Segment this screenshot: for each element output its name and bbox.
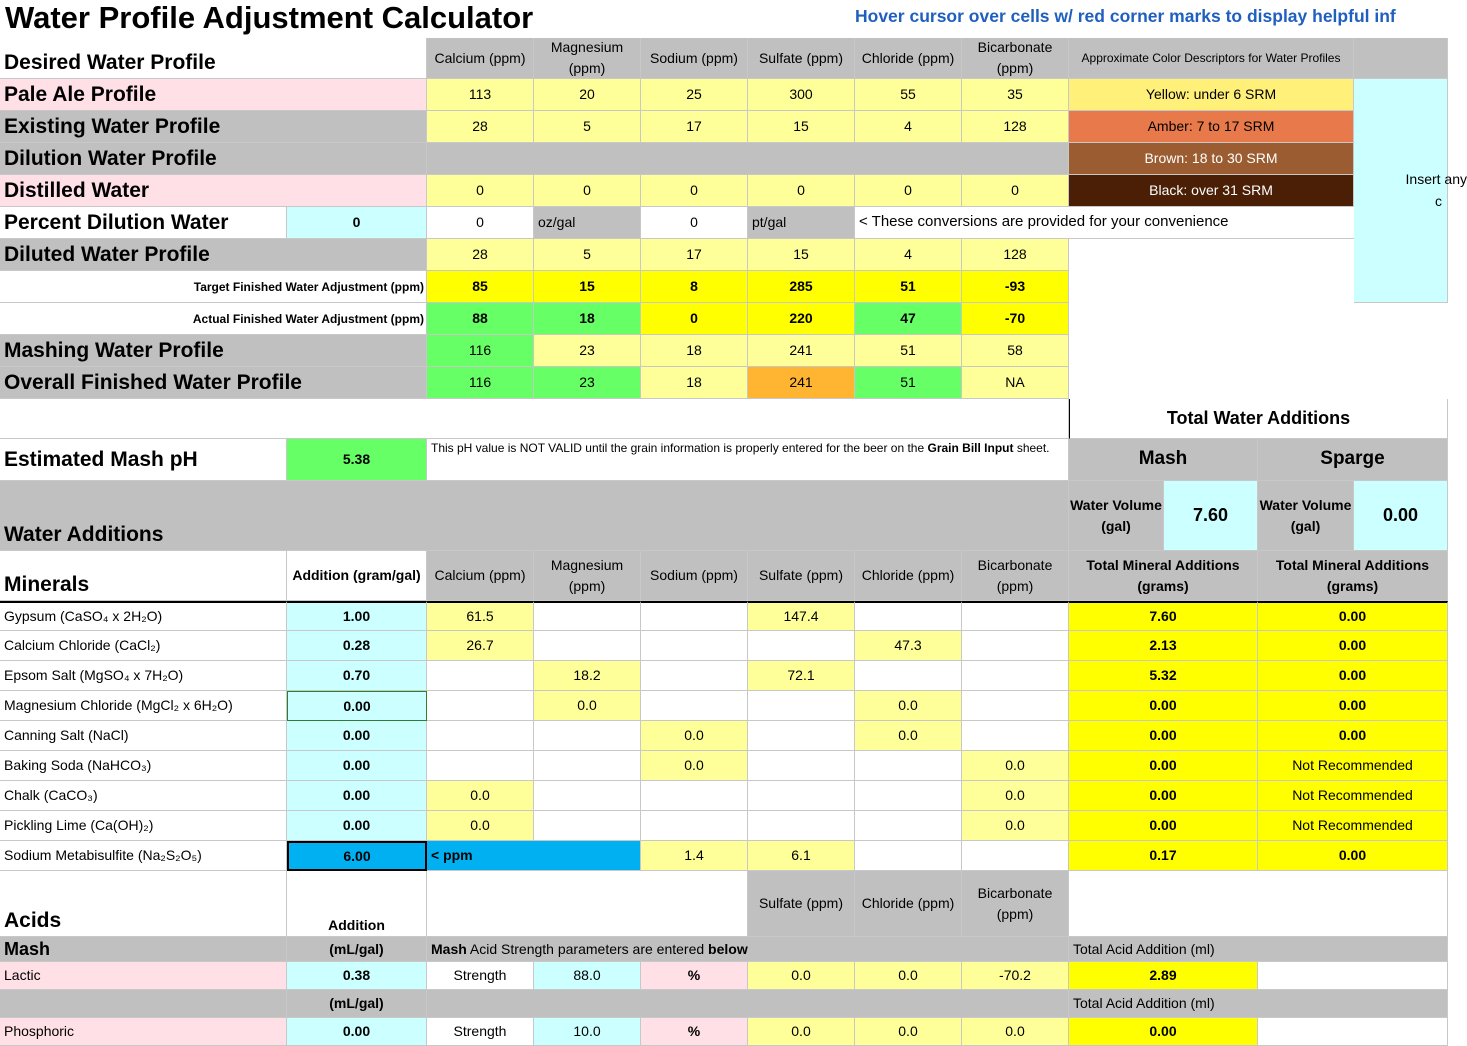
oz-value: 0 <box>427 207 534 239</box>
color-black: Black: over 31 SRM <box>1069 175 1354 207</box>
mineral-mash-total: 0.00 <box>1069 811 1258 841</box>
mashing-label: Mashing Water Profile <box>0 335 427 367</box>
pale-chloride[interactable]: 55 <box>855 79 962 111</box>
existing-calcium[interactable]: 28 <box>427 111 534 143</box>
pale-label: Pale Ale Profile <box>0 79 427 111</box>
existing-sulfate[interactable]: 15 <box>748 111 855 143</box>
mineral-calcium: 61.5 <box>427 601 534 631</box>
acid-lactic-total: 2.89 <box>1069 962 1258 990</box>
mineral-sulfate <box>748 751 855 781</box>
mineral-sparge-total: 0.00 <box>1258 661 1448 691</box>
acid-lactic-strength[interactable]: 88.0 <box>534 962 641 990</box>
pt-value: 0 <box>641 207 748 239</box>
diluted-calcium: 28 <box>427 239 534 271</box>
mineral-chloride <box>855 841 962 871</box>
target-bicarbonate: -93 <box>962 271 1069 303</box>
mineral-sparge-total: 0.00 <box>1258 601 1448 631</box>
existing-label: Existing Water Profile <box>0 111 427 143</box>
acids-label: Acids <box>0 871 287 937</box>
acid-phosphoric-chloride: 0.0 <box>855 1018 962 1046</box>
existing-sodium[interactable]: 17 <box>641 111 748 143</box>
acid-phosphoric-bicarbonate: 0.0 <box>962 1018 1069 1046</box>
actual-calcium: 88 <box>427 303 534 335</box>
mineral-chloride <box>855 601 962 631</box>
mineral-mash-total: 7.60 <box>1069 601 1258 631</box>
total-water-additions: Total Water Additions <box>1069 399 1448 439</box>
mineral-name-text: Pickling Lime (Ca(OH)₂) <box>4 817 154 833</box>
mineral-chloride: 47.3 <box>855 631 962 661</box>
mineral-sparge-total: Not Recommended <box>1258 811 1448 841</box>
mineral-magnesium <box>534 751 641 781</box>
mineral-sulfate: 147.4 <box>748 601 855 631</box>
spacer-row <box>0 399 1069 439</box>
mashing-bicarbonate: 58 <box>962 335 1069 367</box>
mineral-addition-input[interactable]: 0.00 <box>287 751 427 781</box>
pale-sulfate[interactable]: 300 <box>748 79 855 111</box>
minerals-header-calcium: Calcium (ppm) <box>427 551 534 601</box>
minerals-header-bicarbonate: Bicarbonate (ppm) <box>962 551 1069 601</box>
mineral-bicarbonate <box>962 841 1069 871</box>
mineral-name-text: Magnesium Chloride (MgCl₂ x 6H₂O) <box>4 697 233 713</box>
header-chloride: Chloride (ppm) <box>855 38 962 79</box>
acid-strength-note <box>427 937 1069 962</box>
minerals-header-sodium: Sodium (ppm) <box>641 551 748 601</box>
mineral-name-text: Baking Soda (NaHCO₃) <box>4 757 152 773</box>
sparge-volume-label: Water Volume (gal) <box>1258 481 1354 551</box>
mineral-name <box>0 661 287 691</box>
mineral-bicarbonate <box>962 721 1069 751</box>
oz-unit: oz/gal <box>534 207 641 239</box>
mineral-chloride <box>855 781 962 811</box>
percent-dilution-label: Percent Dilution Water <box>0 207 287 239</box>
acids-phos-spacer <box>427 990 1069 1018</box>
mineral-chloride <box>855 661 962 691</box>
mineral-bicarbonate: 0.0 <box>962 751 1069 781</box>
header-blank <box>1354 38 1448 79</box>
overall-chloride: 51 <box>855 367 962 399</box>
minerals-label: Minerals <box>0 551 287 601</box>
pale-sodium[interactable]: 25 <box>641 79 748 111</box>
mineral-chloride <box>855 751 962 781</box>
minerals-header-chloride: Chloride (ppm) <box>855 551 962 601</box>
acids-unit: (mL/gal) <box>287 937 427 962</box>
mineral-addition-input[interactable]: 0.00 <box>287 721 427 751</box>
mineral-sodium <box>641 661 748 691</box>
mineral-sulfate: 6.1 <box>748 841 855 871</box>
acids-phos-unit: (mL/gal) <box>287 990 427 1018</box>
acids-addition-header: Addition <box>287 871 427 937</box>
target-sodium: 8 <box>641 271 748 303</box>
mineral-magnesium <box>534 811 641 841</box>
acid-phosphoric-strength[interactable]: 10.0 <box>534 1018 641 1046</box>
acid-lactic-sparge-blank <box>1258 962 1448 990</box>
mineral-calcium: 0.0 <box>427 811 534 841</box>
acid-phosphoric-addition[interactable]: 0.00 <box>287 1018 427 1046</box>
ph-label: Estimated Mash pH <box>0 439 287 481</box>
header-color-descriptors: Approximate Color Descriptors for Water Profiles <box>1069 38 1354 79</box>
overall-bicarbonate: NA <box>962 367 1069 399</box>
color-insert-label: Insert any <box>1405 171 1467 187</box>
mineral-name <box>0 841 287 871</box>
mineral-sulfate: 72.1 <box>748 661 855 691</box>
mineral-name <box>0 811 287 841</box>
desired-profile-label: Desired Water Profile <box>0 38 427 79</box>
mineral-addition-input[interactable]: 0.00 <box>287 781 427 811</box>
acid-lactic-pct-unit: % <box>641 962 748 990</box>
mineral-mash-total: 0.00 <box>1069 721 1258 751</box>
ph-value: 5.38 <box>287 439 427 481</box>
acid-lactic-sulfate: 0.0 <box>748 962 855 990</box>
mashing-magnesium: 23 <box>534 335 641 367</box>
existing-bicarbonate[interactable]: 128 <box>962 111 1069 143</box>
mineral-magnesium <box>534 631 641 661</box>
acid-phosphoric-total: 0.00 <box>1069 1018 1258 1046</box>
acid-strength-note-text: Mash Acid Strength parameters are entered below <box>431 940 748 957</box>
mineral-name-text: Sodium Metabisulfite (Na₂S₂O₅) <box>4 847 202 863</box>
acid-lactic-addition[interactable]: 0.38 <box>287 962 427 990</box>
minerals-header-magnesium: Magnesium (ppm) <box>534 551 641 601</box>
mineral-sodium: 0.0 <box>641 721 748 751</box>
mineral-sodium: 0.0 <box>641 751 748 781</box>
mineral-addition-input[interactable]: 0.28 <box>287 631 427 661</box>
mineral-sulfate <box>748 721 855 751</box>
mineral-mash-total: 0.00 <box>1069 781 1258 811</box>
mineral-chloride: 0.0 <box>855 691 962 721</box>
dilution-blank <box>427 143 1069 175</box>
total-acid-header-2: Total Acid Addition (ml) <box>1069 990 1448 1018</box>
mineral-calcium <box>427 751 534 781</box>
distilled-label: Distilled Water <box>0 175 427 207</box>
mineral-sparge-total: 0.00 <box>1258 691 1448 721</box>
actual-sulfate: 220 <box>748 303 855 335</box>
mineral-calcium: 26.7 <box>427 631 534 661</box>
mineral-sodium <box>641 691 748 721</box>
mineral-addition-input[interactable]: 6.00 <box>287 841 427 871</box>
mashing-calcium: 116 <box>427 335 534 367</box>
mineral-sodium <box>641 811 748 841</box>
mashing-chloride: 51 <box>855 335 962 367</box>
mineral-bicarbonate: 0.0 <box>962 811 1069 841</box>
mineral-name <box>0 601 287 631</box>
acid-phosphoric-sulfate: 0.0 <box>748 1018 855 1046</box>
mineral-name <box>0 721 287 751</box>
mineral-bicarbonate <box>962 601 1069 631</box>
mash-volume-input[interactable]: 7.60 <box>1164 481 1258 551</box>
acid-lactic-bicarbonate: -70.2 <box>962 962 1069 990</box>
acids-header-sulfate: Sulfate (ppm) <box>748 871 855 937</box>
mineral-calcium <box>427 721 534 751</box>
distilled-sodium[interactable]: 0 <box>641 175 748 207</box>
header-calcium: Calcium (ppm) <box>427 38 534 79</box>
mineral-sulfate <box>748 691 855 721</box>
mineral-chloride <box>855 811 962 841</box>
mineral-mash-total: 2.13 <box>1069 631 1258 661</box>
mineral-name <box>0 751 287 781</box>
distilled-magnesium[interactable]: 0 <box>534 175 641 207</box>
mineral-name-text: Gypsum (CaSO₄ x 2H₂O) <box>4 608 163 624</box>
color-yellow: Yellow: under 6 SRM <box>1069 79 1354 111</box>
mineral-mash-total: 0.00 <box>1069 691 1258 721</box>
target-calcium: 85 <box>427 271 534 303</box>
diluted-sulfate: 15 <box>748 239 855 271</box>
target-magnesium: 15 <box>534 271 641 303</box>
pt-unit: pt/gal <box>748 207 855 239</box>
diluted-magnesium: 5 <box>534 239 641 271</box>
mineral-calcium: 0.0 <box>427 781 534 811</box>
minerals-header-sulfate: Sulfate (ppm) <box>748 551 855 601</box>
mineral-addition-input[interactable]: 1.00 <box>287 601 427 631</box>
mineral-name <box>0 691 287 721</box>
mashing-sulfate: 241 <box>748 335 855 367</box>
mineral-addition-input[interactable]: 0.00 <box>287 811 427 841</box>
distilled-sulfate[interactable]: 0 <box>748 175 855 207</box>
mineral-addition-input[interactable]: 0.70 <box>287 661 427 691</box>
overall-magnesium: 23 <box>534 367 641 399</box>
mineral-mash-total: 5.32 <box>1069 661 1258 691</box>
minerals-addition-header: Addition (gram/gal) <box>287 551 427 601</box>
conversion-note: < These conversions are provided for your convenience <box>855 207 1354 239</box>
mineral-name <box>0 781 287 811</box>
existing-chloride[interactable]: 4 <box>855 111 962 143</box>
mineral-magnesium: 0.0 <box>534 691 641 721</box>
ph-note-text: This pH value is NOT VALID until the grain information is properly entered for the beer on the Grain Bill Input sheet. <box>431 441 1050 455</box>
dilution-label: Dilution Water Profile <box>0 143 427 175</box>
acid-phosphoric-name[interactable]: Phosphoric <box>0 1018 287 1046</box>
pale-bicarbonate[interactable]: 35 <box>962 79 1069 111</box>
mashing-sodium: 18 <box>641 335 748 367</box>
mineral-sodium <box>641 631 748 661</box>
percent-dilution-input[interactable]: 0 <box>287 207 427 239</box>
mineral-sodium: 1.4 <box>641 841 748 871</box>
mineral-mash-total: 0.17 <box>1069 841 1258 871</box>
header-bicarbonate: Bicarbonate (ppm) <box>962 38 1069 79</box>
mineral-sparge-total: Not Recommended <box>1258 781 1448 811</box>
actual-chloride: 47 <box>855 303 962 335</box>
acid-phosphoric-pct-unit: % <box>641 1018 748 1046</box>
mineral-sodium <box>641 601 748 631</box>
diluted-label: Diluted Water Profile <box>0 239 427 271</box>
distilled-chloride[interactable]: 0 <box>855 175 962 207</box>
mineral-sodium <box>641 781 748 811</box>
mineral-chloride: 0.0 <box>855 721 962 751</box>
mineral-name-text: Chalk (CaCO₃) <box>4 787 98 803</box>
mash-header: Mash <box>1069 439 1258 481</box>
mineral-sparge-total: 0.00 <box>1258 631 1448 661</box>
actual-sodium: 0 <box>641 303 748 335</box>
mineral-bicarbonate <box>962 661 1069 691</box>
mineral-name-text: Epsom Salt (MgSO₄ x 7H₂O) <box>4 667 184 683</box>
acids-header-chloride: Chloride (ppm) <box>855 871 962 937</box>
mineral-magnesium: 18.2 <box>534 661 641 691</box>
metabisulfite-ppm-note: < ppm <box>427 841 641 871</box>
water-additions-label: Water Additions <box>0 481 1069 551</box>
mineral-bicarbonate: 0.0 <box>962 781 1069 811</box>
acid-phosphoric-sparge-blank <box>1258 1018 1448 1046</box>
distilled-calcium[interactable]: 0 <box>427 175 534 207</box>
target-label: Target Finished Water Adjustment (ppm) <box>0 271 427 303</box>
overall-sulfate: 241 <box>748 367 855 399</box>
mineral-sparge-total: 0.00 <box>1258 721 1448 751</box>
mineral-magnesium <box>534 721 641 751</box>
color-brown: Brown: 18 to 30 SRM <box>1069 143 1354 175</box>
diluted-sodium: 17 <box>641 239 748 271</box>
acid-lactic-strength-label: Strength <box>427 962 534 990</box>
acids-phos-blank <box>0 990 287 1018</box>
pale-calcium[interactable]: 113 <box>427 79 534 111</box>
acid-phosphoric-strength-label: Strength <box>427 1018 534 1046</box>
diluted-bicarbonate: 128 <box>962 239 1069 271</box>
page-title: Water Profile Adjustment Calculator <box>5 0 534 35</box>
mineral-name <box>0 631 287 661</box>
mineral-calcium <box>427 661 534 691</box>
sparge-total-minerals-header: Total Mineral Additions (grams) <box>1258 551 1448 601</box>
hover-hint: Hover cursor over cells w/ red corner marks to display helpful inf <box>855 6 1396 26</box>
mineral-name-text: Calcium Chloride (CaCl₂) <box>4 637 161 653</box>
mineral-mash-total: 0.00 <box>1069 751 1258 781</box>
mineral-sulfate <box>748 811 855 841</box>
mineral-magnesium <box>534 781 641 811</box>
target-sulfate: 285 <box>748 271 855 303</box>
mash-total-minerals-header: Total Mineral Additions (grams) <box>1069 551 1258 601</box>
acids-header-right-blank <box>1069 871 1448 937</box>
mineral-calcium <box>427 691 534 721</box>
mash-volume-label: Water Volume (gal) <box>1069 481 1164 551</box>
sparge-volume-input[interactable]: 0.00 <box>1354 481 1448 551</box>
mineral-addition-input[interactable]: 0.00 <box>287 691 427 721</box>
overall-sodium: 18 <box>641 367 748 399</box>
actual-label: Actual Finished Water Adjustment (ppm) <box>0 303 427 335</box>
color-insert-more: c <box>1435 192 1442 209</box>
acids-mash-label: Mash <box>0 937 287 962</box>
actual-bicarbonate: -70 <box>962 303 1069 335</box>
diluted-chloride: 4 <box>855 239 962 271</box>
actual-magnesium: 18 <box>534 303 641 335</box>
header-sodium: Sodium (ppm) <box>641 38 748 79</box>
mineral-bicarbonate <box>962 691 1069 721</box>
acids-header-bicarbonate: Bicarbonate (ppm) <box>962 871 1069 937</box>
sparge-header: Sparge <box>1258 439 1448 481</box>
color-amber: Amber: 7 to 17 SRM <box>1069 111 1354 143</box>
target-chloride: 51 <box>855 271 962 303</box>
mineral-sulfate <box>748 781 855 811</box>
header-magnesium: Magnesium (ppm) <box>534 38 641 79</box>
acid-lactic-name[interactable]: Lactic <box>0 962 287 990</box>
overall-label: Overall Finished Water Profile <box>0 367 427 399</box>
mineral-bicarbonate <box>962 631 1069 661</box>
pale-magnesium[interactable]: 20 <box>534 79 641 111</box>
acid-lactic-chloride: 0.0 <box>855 962 962 990</box>
acids-header-blank <box>427 871 748 937</box>
header-sulfate: Sulfate (ppm) <box>748 38 855 79</box>
mineral-name-text: Canning Salt (NaCl) <box>4 727 129 743</box>
mineral-magnesium <box>534 601 641 631</box>
mineral-sparge-total: 0.00 <box>1258 841 1448 871</box>
mineral-sulfate <box>748 631 855 661</box>
total-acid-header: Total Acid Addition (ml) <box>1069 937 1448 962</box>
mineral-sparge-total: Not Recommended <box>1258 751 1448 781</box>
ph-note <box>427 439 1069 481</box>
overall-calcium: 116 <box>427 367 534 399</box>
distilled-bicarbonate[interactable]: 0 <box>962 175 1069 207</box>
existing-magnesium[interactable]: 5 <box>534 111 641 143</box>
